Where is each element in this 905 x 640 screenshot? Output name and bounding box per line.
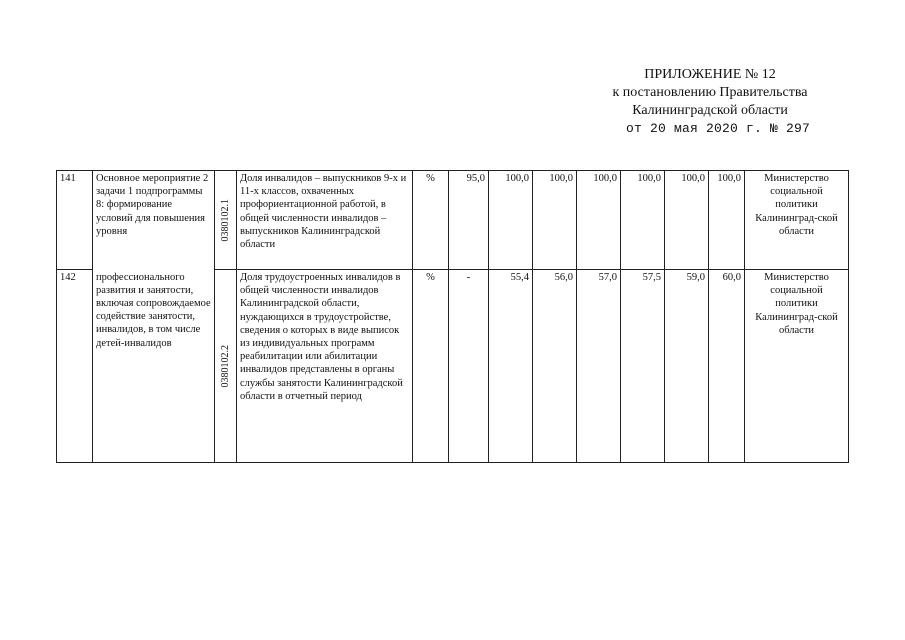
responsible-cell: Министерство социальной политики Калининград-ской области — [745, 270, 849, 463]
value-cell: 57,5 — [621, 270, 665, 463]
row-number: 142 — [57, 270, 93, 463]
value-cell: 59,0 — [665, 270, 709, 463]
value-cell: - — [449, 270, 489, 463]
appendix-title: ПРИЛОЖЕНИЕ № 12 — [644, 67, 776, 82]
value-cell: 60,0 — [709, 270, 745, 463]
code-cell — [215, 270, 237, 463]
document-header — [560, 66, 860, 138]
value-cell: 100,0 — [533, 171, 577, 270]
value-cell: 100,0 — [665, 171, 709, 270]
code-cell — [215, 171, 237, 270]
region-line: Калининградской области — [632, 103, 788, 118]
activity-cell: профессионального развития и занятости, включая сопровождаемое содействие занятости, инвалидов, в том числе детей-инвалидов — [93, 270, 215, 463]
indicator-code: 0380102.2 — [219, 344, 231, 388]
value-cell: 100,0 — [709, 171, 745, 270]
value-cell: 100,0 — [577, 171, 621, 270]
table-row — [57, 171, 849, 270]
row-number: 141 — [57, 171, 93, 270]
indicator-cell: Доля инвалидов – выпускников 9-х и 11-х классов, охваченных профориентационной работой, в общей численности инвалидов – выпускников Калининградской области — [237, 171, 413, 270]
value-cell: 55,4 — [489, 270, 533, 463]
unit-cell: % — [413, 270, 449, 463]
table-row — [57, 270, 849, 463]
value-cell: 57,0 — [577, 270, 621, 463]
value-cell: 100,0 — [489, 171, 533, 270]
decree-line: к постановлению Правительства — [612, 85, 808, 100]
value-cell: 56,0 — [533, 270, 577, 463]
decree-date: от 20 мая 2020 г. № 297 — [626, 121, 811, 136]
value-cell: 100,0 — [621, 171, 665, 270]
value-cell: 95,0 — [449, 171, 489, 270]
indicators-table — [56, 170, 849, 463]
unit-cell: % — [413, 171, 449, 270]
indicator-code: 0380102.1 — [219, 198, 231, 242]
responsible-cell: Министерство социальной политики Калининград-ской области — [745, 171, 849, 270]
indicator-cell: Доля трудоустроенных инвалидов в общей численности инвалидов Калининградской области, нуждающихся в трудоустройстве, сведения о которых в виде выписок из индивидуальных программ реабилитации или абилитации инвалидов представлены в органы службы занятости Калининградской области в отчетный период — [237, 270, 413, 463]
activity-cell: Основное мероприятие 2 задачи 1 подпрограммы 8: формирование условий для повышения уровня — [93, 171, 215, 270]
